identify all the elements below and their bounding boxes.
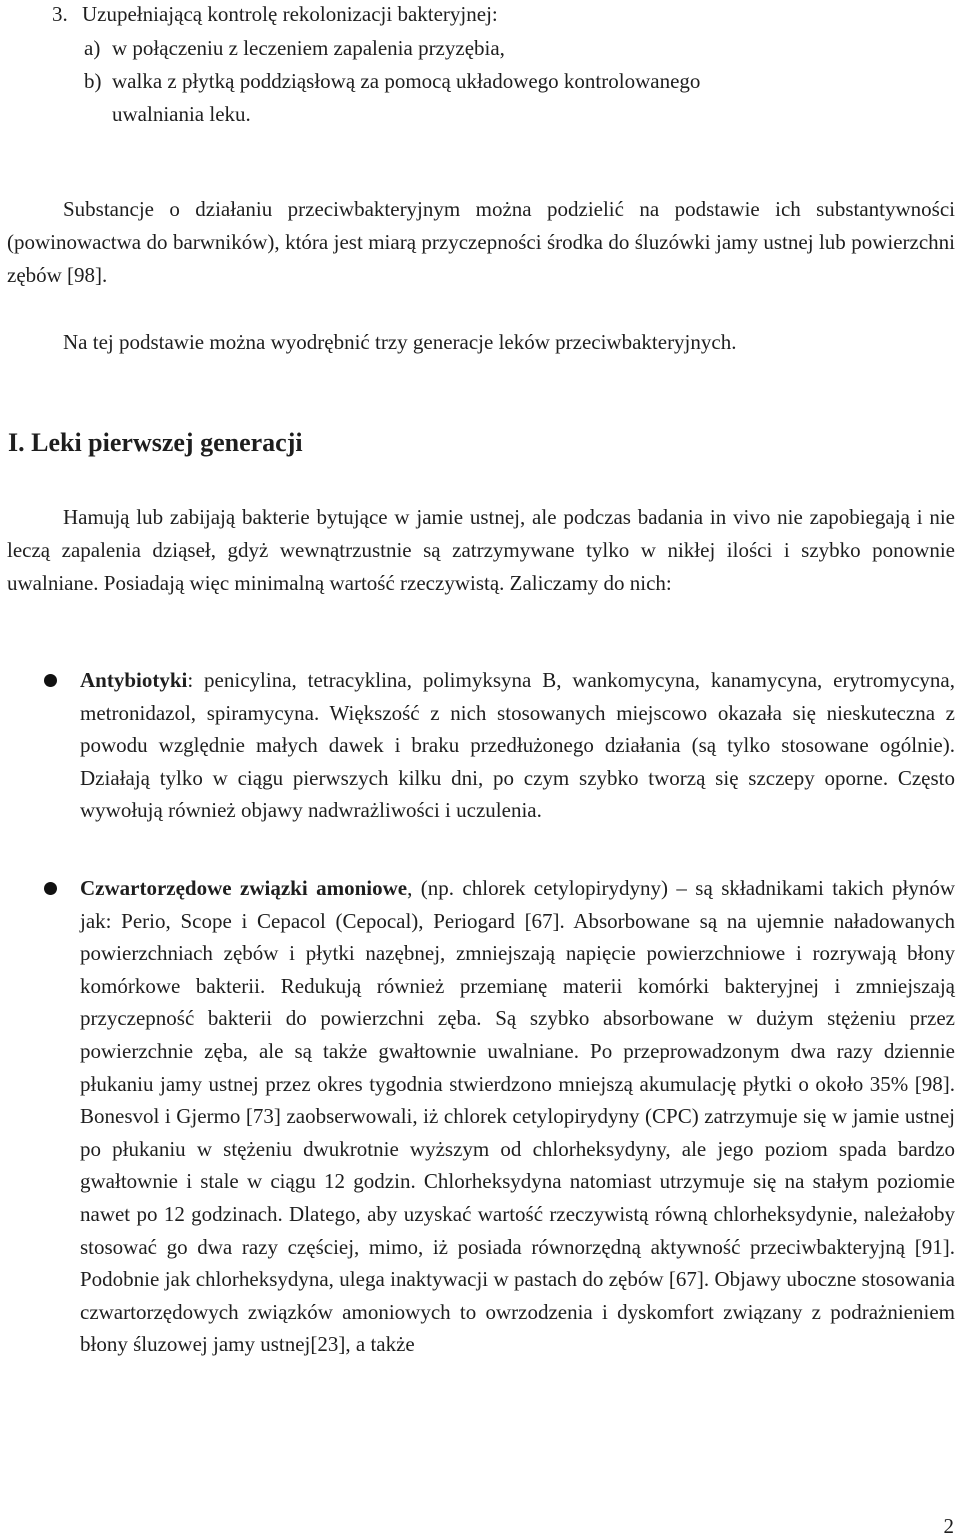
list-number: 3. (52, 2, 68, 26)
section-heading: I. Leki pierwszej generacji (8, 428, 303, 457)
list-item-text: walka z płytką poddziąsłową za pomocą układowego kontrolowanego (112, 69, 701, 93)
list-item-text: w połączeniu z leczeniem zapalenia przyzębia, (112, 36, 505, 60)
list-item-b-continuation: uwalniania leku. (112, 102, 251, 126)
bullet-text (80, 872, 955, 1361)
bullet-dot-icon (44, 674, 57, 687)
list-item-label: b) (84, 69, 102, 93)
list-title: Uzupełniającą kontrolę rekolonizacji bakteryjnej: (82, 2, 498, 26)
bullet-body: : penicylina, tetracyklina, polimyksyna B, wankomycyna, kanamycyna, erytromycyna, metronidazol, spiramycyna. Większość z nich stosowanych miejscowo okazała się nieskuteczna z powodu względnie małych dawek i braku przedłużonego działania (są tylko stosowane ogólnie). Działają tylko w ciągu pierwszych kilku dni, po czym szybko tworzą się szczepy oporne. Często wywołują również objawy nadwrażliwości i uczulenia. (80, 668, 955, 823)
bullet-dot-icon (44, 882, 57, 895)
bullet-body: , (np. chlorek cetylopirydyny) – są składnikami takich płynów jak: Perio, Scope i Cepacol (Cepocal), Periogard [67]. Absorbowane są na ujemnie naładowanych powierzchniach zębów i płytki nazębnej, zmniejszają napięcie powierzchniowe i rozrywają błony komórkowe bakterii. Redukują również przemianę materii komórki bakteryjnej i zmniejszają przyczepność bakterii do powierzchni zęba. Są szybko absorbowane w dużym stężeniu przez powierzchnie zęba, ale są także gwałtownie uwalniane. Po przeprowadzonym dwa razy dziennie płukaniu jamy ustnej przez okres tygodnia stwierdzono mniejszą akumulację płytki o około 35% [98]. Bonesvol i Gjermo [73] zaobserwowali, iż chlorek cetylopirydyny (CPC) zatrzymuje się w jamie ustnej po płukaniu w stężeniu dwukrotnie wyższym od chlorheksydyny, ale jego poziom spada bardzo gwałtownie i stale w ciągu 12 godzin. Chlorheksydyna natomiast utrzymuje się na stałym poziomie nawet po 12 godzinach. Dlatego, aby uzyskać wartość rzeczywistą równą chlorheksydynie, należałoby stosować go dwa razy częściej, mimo, iż posiada równorzędną aktywność przeciwbakteryjną [91]. Podobnie jak chlorheksydyna, ulega inaktywacji w pastach do zębów [67]. Objawy uboczne stosowania czwartorzędowych związków amoniowych to owrzodzenia i dyskomfort związany z podrażnieniem błony śluzowej jamy ustnej[23], a także (80, 876, 955, 1357)
list-item-label: a) (84, 36, 101, 60)
bullet-text (80, 664, 955, 827)
bullet-term: Antybiotyki (80, 668, 188, 692)
paragraph-substancje: Substancje o działaniu przeciwbakteryjnym można podzielić na podstawie ich substantywności (powinowactwa do barwników), która jest miarą przyczepności środka do śluzówki jamy ustnej lub powierzchni zębów [98]. (7, 197, 955, 287)
bullet-term: Czwartorzędowe związki amoniowe (80, 876, 408, 900)
list-item-b (84, 67, 700, 95)
page-number: 2 (943, 1514, 954, 1538)
paragraph-generacje: Na tej podstawie można wyodrębnić trzy generacje leków przeciwbakteryjnych. (63, 330, 737, 354)
numbered-list-heading (52, 0, 498, 28)
list-item-a (84, 34, 505, 62)
section-intro-paragraph: Hamują lub zabijają bakterie bytujące w jamie ustnej, ale podczas badania in vivo nie zapobiegają i nie leczą zapalenia dziąseł, gdyż wewnątrzustnie są zatrzymywane tylko w nikłej ilości i szybko ponownie uwalniane. Posiadają więc minimalną wartość rzeczywistą. Zaliczamy do nich: (7, 505, 955, 595)
